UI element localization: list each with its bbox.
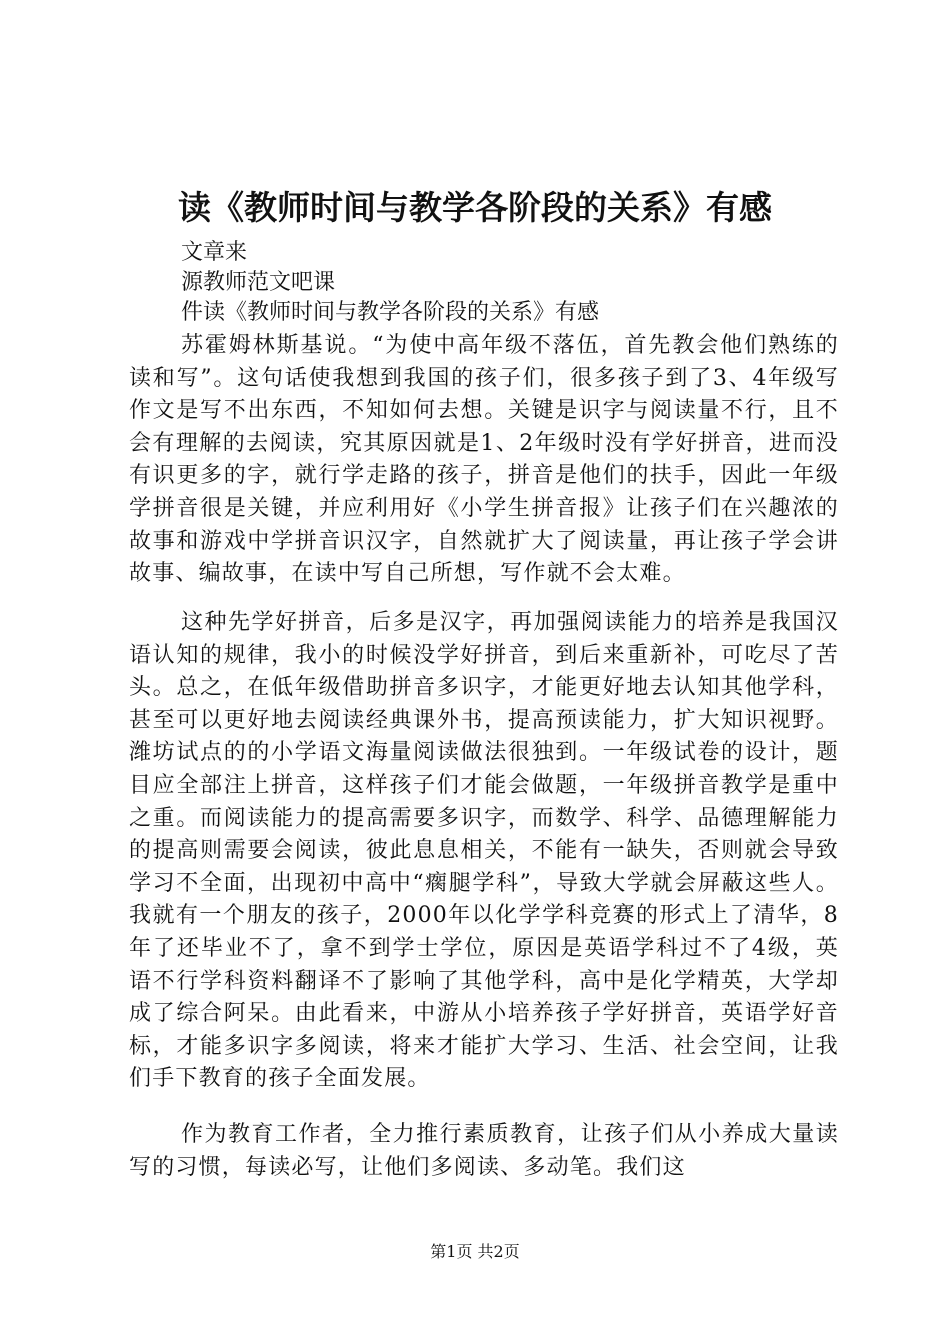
paragraph-1: 苏霍姆林斯基说。“为使中高年级不落伍，首先教会他们熟练的读和写”。这句话使我想到我国的孩子们，很多孩子到了3、4年级写作文是写不出东西，不知如何去想。关键是识字与阅读量不行，且不会有理解的去阅读，究其原因就是1、2年级时没有学好拼音，进而没有识更多的字，就行学走路的孩子，拼音是他们的扶手，因此一年级学拼音很是关键，并应利用好《小学生拼音报》让孩子们在兴趣浓的故事和游戏中学拼音识汉字，自然就扩大了阅读量，再让孩子学会讲故事、编故事，在读中写自己所想，写作就不会太难。 [129, 333, 839, 587]
page-footer: 第1页 共2页 [430, 1242, 520, 1261]
meta-line-2: 源教师范文吧课 [181, 270, 336, 295]
page-title: 读《教师时间与教学各阶段的关系》有感 [178, 188, 772, 227]
paragraph-2: 这种先学好拼音，后多是汉字，再加强阅读能力的培养是我国汉语认知的规律，我小的时候没学好拼音，到后来重新补，可吃尽了苦头。总之，在低年级借助拼音多识字，才能更好地去认知其他学科，甚至可以更好地去阅读经典课外书，提高预读能力，扩大知识视野。潍坊试点的的小学语文海量阅读做法很独到。一年级试卷的设计，题目应全部注上拼音，这样孩子们才能会做题，一年级拼音教学是重中之重。而阅读能力的提高需要多识字，而数学、科学、品德理解能力的提高则需要会阅读，彼此息息相关，不能有一缺失，否则就会导致学习不全面，出现初中高中“瘸腿学科”，导致大学就会屏蔽这些人。我就有一个朋友的孩子，2000年以化学学科竞赛的形式上了清华，8年了还毕业不了，拿不到学士学位，原因是英语学科过不了4级，英语不行学科资料翻译不了影响了其他学科，高中是化学精英，大学却成了综合阿呆。由此看来，中游从小培养孩子学好拼音，英语学好音标，才能多识字多阅读，将来才能扩大学习、生活、社会空间，让我们手下教育的孩子全面发展。 [129, 610, 839, 1092]
meta-line-1: 文章来 [181, 240, 248, 265]
meta-line-3: 件读《教师时间与教学各阶段的关系》有感 [181, 300, 600, 325]
paragraph-3: 作为教育工作者，全力推行素质教育，让孩子们从小养成大量读写的习惯，每读必写，让他们多阅读、多动笔。我们这 [129, 1122, 839, 1180]
